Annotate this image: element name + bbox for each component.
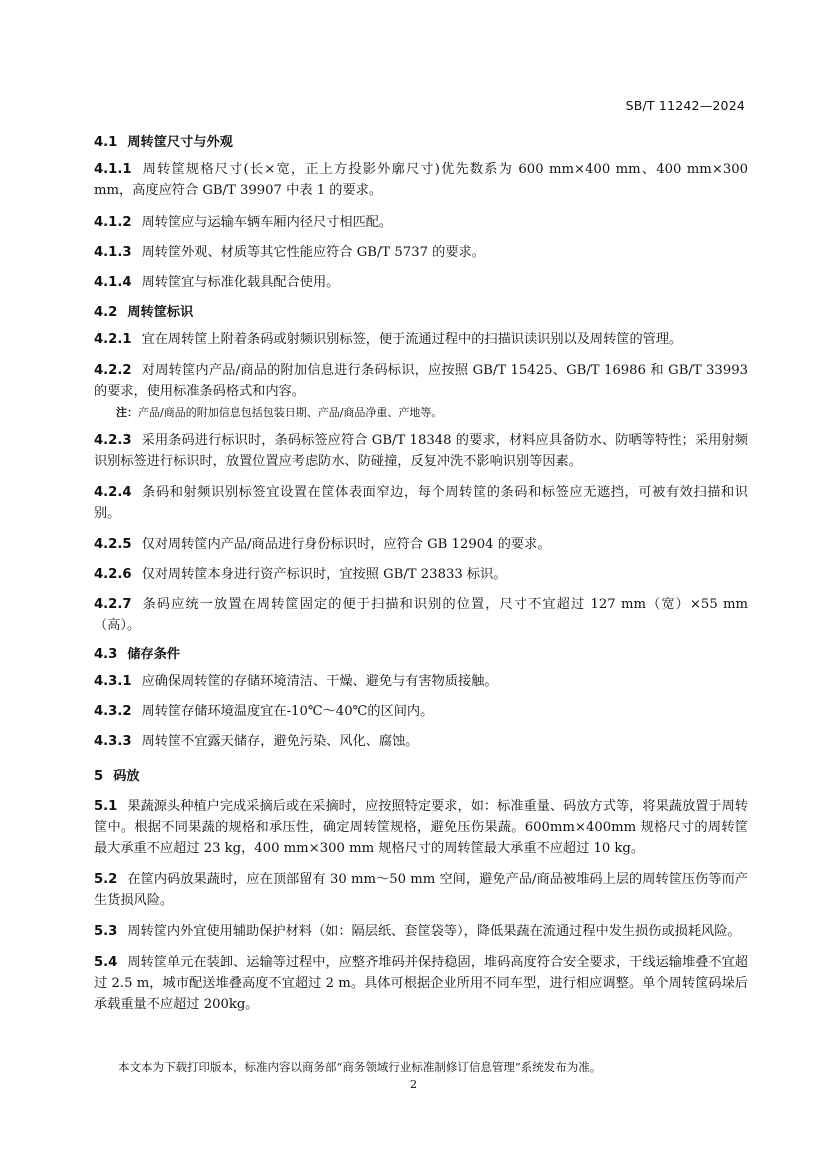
clause-4-2-5 — [94, 534, 748, 555]
clause-text: 周转筐存储环境温度宜在-10℃～40℃的区间内。 — [141, 704, 434, 719]
clause-number: 4.1.1 — [94, 162, 132, 177]
chapter-heading-5 — [94, 766, 748, 787]
clause-text: 仅对周转筐本身进行资产标识时，宜按照 GB/T 23833 标识。 — [141, 567, 507, 582]
chapter-number: 5 — [94, 769, 104, 784]
clause-4-2-2 — [94, 360, 748, 402]
clause-text: 条码和射频识别标签宜设置在筐体表面窄边，每个周转筐的条码和标签应无遮挡，可被有效扫描和识别。 — [94, 485, 748, 521]
section-heading-4-2 — [94, 302, 748, 323]
section-heading-4-1 — [94, 132, 748, 153]
download-disclaimer: 本文本为下载打印版本，标准内容以商务部“商务领域行业标准制修订信息管理”系统发布为准。 — [118, 1060, 602, 1074]
note-label: 注： — [116, 406, 138, 419]
clause-5-3 — [94, 921, 748, 942]
clause-4-2-7 — [94, 594, 748, 636]
section-title: 储存条件 — [127, 647, 181, 662]
clause-4-1-2 — [94, 212, 748, 233]
clause-text: 宜在周转筐上附着条码或射频识别标签，便于流通过程中的扫描识读识别以及周转筐的管理。 — [141, 332, 683, 347]
clause-number: 4.2.1 — [94, 332, 132, 347]
clause-number: 4.2.6 — [94, 567, 132, 582]
clause-text: 仅对周转筐内产品/商品进行身份标识时，应符合 GB 12904 的要求。 — [141, 537, 551, 552]
clause-number: 5.4 — [94, 955, 118, 970]
clause-number: 4.3.3 — [94, 734, 132, 749]
clause-4-1-3 — [94, 242, 748, 263]
clause-text: 对周转筐内产品/商品的附加信息进行条码标识，应按照 GB/T 15425、GB/T 16986 和 GB/T 33993 的要求，使用标准条码格式和内容。 — [94, 363, 748, 399]
clause-text: 在筐内码放果蔬时，应在顶部留有 30 mm～50 mm 空间，避免产品/商品被堆码上层的周转筐压伤等而产生货损风险。 — [94, 872, 748, 908]
clause-text: 周转筐单元在装卸、运输等过程中，应整齐堆码并保持稳固，堆码高度符合安全要求，干线运输堆叠不宜超过 2.5 m，城市配送堆叠高度不宜超过 2 m。具体可根据企业所用不同车型，进行相应调整。单个周转筐码垛后承载重量不应超过 200kg。 — [94, 955, 748, 1012]
clause-text: 周转筐宜与标准化载具配合使用。 — [141, 275, 340, 290]
document-body — [94, 128, 748, 1015]
page-number: 2 — [409, 1077, 418, 1091]
clause-number: 5.3 — [94, 924, 118, 939]
clause-number: 5.2 — [94, 872, 118, 887]
section-title: 周转筐标识 — [127, 305, 194, 320]
clause-5-1 — [94, 796, 748, 859]
clause-4-2-6 — [94, 564, 748, 585]
clause-4-3-2 — [94, 701, 748, 722]
clause-text: 应确保周转筐的存储环境清洁、干燥、避免与有害物质接触。 — [141, 674, 498, 689]
section-number: 4.1 — [94, 135, 118, 150]
clause-number: 4.2.7 — [94, 597, 132, 612]
clause-text: 周转筐外观、材质等其它性能应符合 GB/T 5737 的要求。 — [141, 245, 485, 260]
clause-number: 4.1.4 — [94, 275, 132, 290]
clause-number: 4.2.3 — [94, 433, 132, 448]
section-title: 周转筐尺寸与外观 — [127, 135, 233, 150]
clause-number: 5.1 — [94, 799, 118, 814]
clause-number: 4.3.1 — [94, 674, 132, 689]
clause-4-1-1 — [94, 159, 748, 201]
note-4-2-2 — [116, 404, 748, 422]
clause-text: 周转筐规格尺寸(长×宽，正上方投影外廓尺寸)优先数系为 600 mm×400 mm、400 mm×300 mm，高度应符合 GB/T 39907 中表 1 的要求。 — [94, 162, 748, 198]
clause-number: 4.1.2 — [94, 215, 132, 230]
clause-text: 条码应统一放置在周转筐固定的便于扫描和识别的位置，尺寸不宜超过 127 mm（宽）×55 mm（高）。 — [94, 597, 748, 633]
section-number: 4.3 — [94, 647, 118, 662]
clause-4-3-1 — [94, 671, 748, 692]
clause-text: 周转筐内外宜使用辅助保护材料（如：隔层纸、套筐袋等），降低果蔬在流通过程中发生损伤或损耗风险。 — [127, 924, 741, 939]
clause-5-4 — [94, 952, 748, 1015]
clause-number: 4.3.2 — [94, 704, 132, 719]
clause-4-2-1 — [94, 329, 748, 350]
clause-5-2 — [94, 869, 748, 911]
clause-number: 4.2.2 — [94, 363, 132, 378]
clause-number: 4.2.5 — [94, 537, 132, 552]
clause-number: 4.2.4 — [94, 485, 132, 500]
chapter-title: 码放 — [113, 769, 140, 784]
clause-text: 周转筐应与运输车辆车厢内径尺寸相匹配。 — [141, 215, 393, 230]
clause-4-1-4 — [94, 272, 748, 293]
clause-text: 周转筐不宜露天储存，避免污染、风化、腐蚀。 — [141, 734, 419, 749]
clause-4-2-3 — [94, 430, 748, 472]
section-number: 4.2 — [94, 305, 118, 320]
clause-number: 4.1.3 — [94, 245, 132, 260]
section-heading-4-3 — [94, 644, 748, 665]
clause-text: 采用条码进行标识时，条码标签应符合 GB/T 18348 的要求，材料应具备防水、防晒等特性；采用射频识别标签进行标识时，放置位置应考虑防水、防碰撞，反复冲洗不影响识别等因素。 — [94, 433, 748, 469]
note-text: 产品/商品的附加信息包括包装日期、产品/商品净重、产地等。 — [138, 406, 443, 419]
standard-code: SB/T 11242—2024 — [625, 98, 745, 113]
clause-4-3-3 — [94, 731, 748, 752]
clause-text: 果蔬源头种植户完成采摘后或在采摘时，应按照特定要求，如：标准重量、码放方式等，将果蔬放置于周转筐中。根据不同果蔬的规格和承压性，确定周转筐规格，避免压伤果蔬。600mm×400mm 规格尺寸的周转筐最大承重不应超过 23 kg，400 mm×300 mm 规格尺寸的周转筐最大承重不应超过 10 kg。 — [94, 799, 748, 856]
clause-4-2-4 — [94, 482, 748, 524]
